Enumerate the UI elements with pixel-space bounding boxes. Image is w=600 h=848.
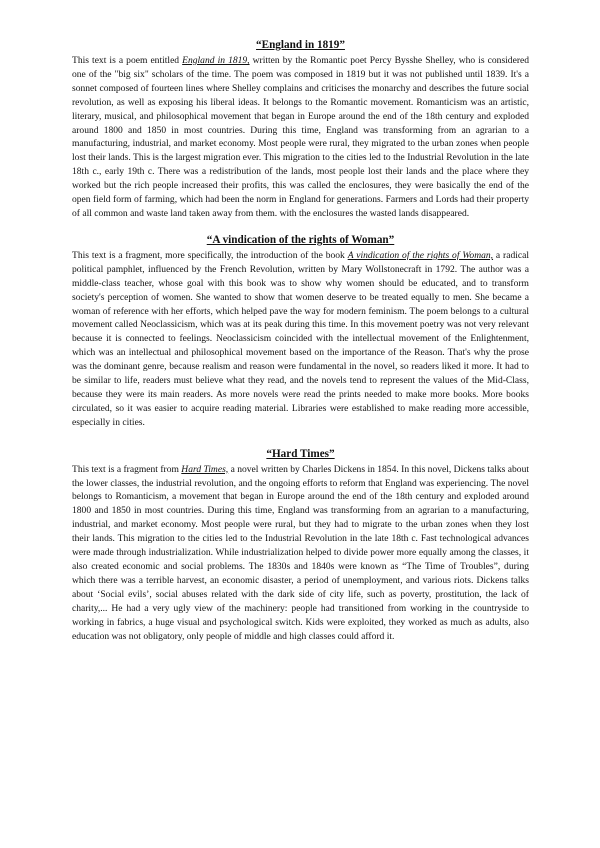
section-body: [72, 463, 529, 644]
section-hard-times: [72, 447, 529, 644]
body-text-rest: a novel written by Charles Dickens in 1854. In this novel, Dickens talks about the lower classes, the industrial revolution, and the ongoing efforts to reform that England was experiencing. The novel belongs to Romanticism, a movement that began in Europe around the end of the 18th century and exploded around 1800 and 1850 in most countries. During this time, England was transforming from an agrarian to a manufacturing, industrial, and market economy. Most people were rural, but they had to migrate to the urban zones when they lost their lands. This migration to the cities led to the Industrial Revolution in the late 18th c. Fast technological advances were made through industrialization. While industrialization helped to divide power more equally among the classes, it also created economic and social problems. The 1830s and 1840s were known as “The Time of Troubles”, during which there was a terrible harvest, an economic disaster, a period of unemployment, and various riots. Dickens talks about ‘Social evils’, social abuses related with the dark side of city life, such as poverty, prostitution, the lack of charity,... He had a very ugly view of the machinery: people had transitioned from working in the countryside to working in fabrics, a huge visual and psychological switch. Kids were exploited, they worked as much as adults, also education was not obligatory, only people of middle and high classes could afford it.: [72, 463, 529, 642]
section-spacer: [72, 221, 529, 233]
section-vindication-rights-of-woman: [72, 233, 529, 430]
section-spacer: [72, 430, 529, 447]
section-title: “Hard Times”: [266, 447, 335, 460]
section-england-in-1819: [72, 38, 529, 221]
body-text-start: This text is a poem entitled: [72, 55, 183, 66]
section-title: “A vindication of the rights of Woman”: [206, 233, 395, 246]
document-page: [72, 38, 529, 643]
work-title: A vindication of the rights of Woman,: [347, 249, 494, 261]
section-body: [72, 54, 529, 221]
body-text-rest: written by the Romantic poet Percy Bysshe Shelley, who is considered one of the "big six" scholars of the time. The poem was composed in 1819 but it was not published until 1839. It's a sonnet composed of fourteen lines where Shelley complains and criticises the monarchy and describes the future social revolution, as well as exposing his liberal ideas. It belongs to the Romantic movement. Romanticism was an artistic, literary, musical, and philosophical movement that began in Europe around the end of the 18th century and exploded around 1800 and 1850 in most countries. During this time, England was transforming from an agrarian to a manufacturing, industrial, and market economy. Most people were rural, they migrated to the urban zones when people lost their lands. This is the largest migration ever. This migration to the cities led to the Industrial Revolution in the late 18th c., early 19th c. There was a redistribution of the lands, most people lost their lands and the place where they worked but the rich people increased their profits, this was called the enclosures, they were basically the end of the open field form of farming, which had been the norm in England for generations. Farmers and Lords had their property of all common and waste land taken away from them. with the enclosures the wasted lands disappeared.: [72, 55, 530, 219]
work-title: England in 1819,: [182, 55, 250, 66]
body-text-rest: a radical political pamphlet, influenced by the French Revolution, written by Mary Wollstonecraft in 1792. The author was a middle-class teacher, whose goal with this book was to show why women should be educated, and to transform society's perception of women. She wanted to show that women deserve to be treated equally to men. She became a woman of reference with her efforts, which helped pave the way for modern feminism. The poem belongs to a cultural movement called Neoclassicism, which was at its peak during this time. In this movement poetry was not very relevant because it is connected to feelings. Neoclassicism coincided with the intellectual movement of the Enlightenment, which was an intellectual and philosophical movement based on the importance of the Reason. That's why the prose was the dominant genre, because realism and reason were fundamental in the novel, so readers liked it more. It had to be similar to life, readers must believe what they read, and the novels tend to represent the values of the Mid-Class, because they were its main readers. As more novels were read the prints needed to make more books. More books circulated, so it was easier to acquire reading material. Libraries were established to make reading more accessible, especially in cities.: [72, 249, 530, 428]
body-text-start: This text is a fragment, more specifically, the introduction of the book: [72, 249, 348, 261]
section-title: “England in 1819”: [256, 39, 345, 51]
work-title: Hard Times,: [181, 463, 229, 475]
section-body: [72, 249, 529, 430]
body-text-start: This text is a fragment from: [72, 463, 182, 475]
